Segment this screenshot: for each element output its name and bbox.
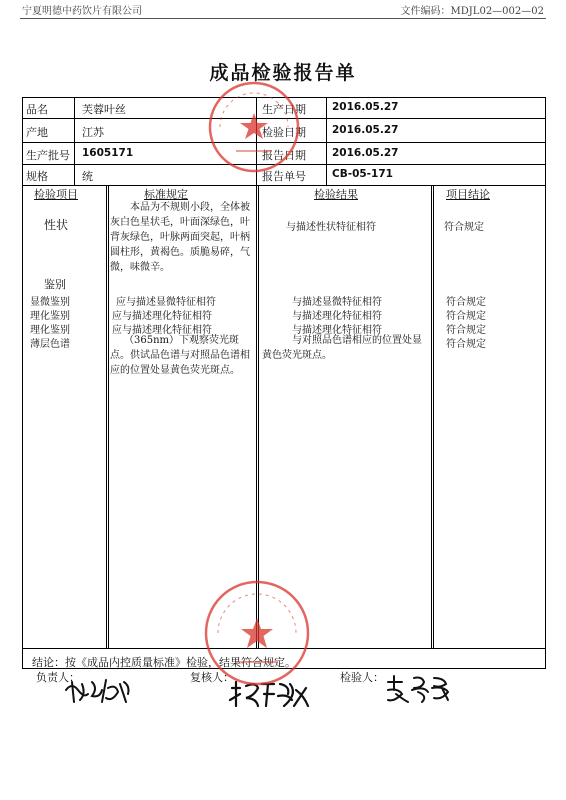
header-item: 检验项目 <box>34 188 78 201</box>
col-divider <box>74 97 75 185</box>
col-divider <box>106 185 109 648</box>
col-divider <box>431 185 434 648</box>
xingzhuang-item: 性状 <box>44 218 69 232</box>
header-conclusion: 项目结论 <box>446 188 490 201</box>
inspection-date-label: 检验日期 <box>262 126 306 139</box>
header-standard: 标准规定 <box>144 188 188 201</box>
xingzhuang-standard: 本品为不规则小段，全体被灰白色星状毛，叶面深绿色，叶背灰绿色，叶脉两面突起，叶柄圆柱形，黄褐色。质脆易碎，气微，味微辛。 <box>110 202 250 273</box>
jianbie-result: 与描述显微特征相符 <box>292 297 382 308</box>
production-date-value: 2016.05.27 <box>332 101 399 113</box>
jianbie-item: 薄层色谱 <box>30 339 70 350</box>
report-number-label: 报告单号 <box>262 170 306 183</box>
col-divider <box>326 97 327 185</box>
jianbie-standard: （365nm）下观察荧光斑点。供试品色谱与对照品色谱相应的位置处显黄色荧光斑点。 <box>110 335 250 376</box>
jianbie-item: 理化鉴别 <box>30 325 70 336</box>
label-text: 规格 <box>26 170 48 183</box>
jianbie-result: 与描述理化特征相符 <box>292 311 382 322</box>
jianbie-item: 显微鉴别 <box>30 297 70 308</box>
responsible-label: 负责人： <box>36 671 80 684</box>
company-header: 宁夏明德中药饮片有限公司 <box>22 6 142 17</box>
jianbie-conclusion: 符合规定 <box>446 339 486 350</box>
report-date-label: 报告日期 <box>262 149 306 162</box>
xingzhuang-conclusion: 符合规定 <box>444 222 484 233</box>
jianbie-conclusion: 符合规定 <box>446 325 486 336</box>
batch-value: 1605171 <box>82 147 134 159</box>
reviewer-label: 复核人： <box>190 671 234 684</box>
jianbie-item: 理化鉴别 <box>30 311 70 322</box>
inspector-label: 检验人： <box>340 671 384 684</box>
jianbie-standard: 应与描述显微特征相符 <box>116 297 216 308</box>
document-number: 文件编码：MDJL02—002—02 <box>400 6 544 17</box>
jianbie-result: 与对照品色谱相应的位置处显黄色荧光斑点。 <box>262 335 422 361</box>
jianbie-title: 鉴别 <box>44 278 66 291</box>
xingzhuang-result: 与描述性状特征相符 <box>286 222 376 233</box>
spec-value: 统 <box>82 170 93 183</box>
header-result: 检验结果 <box>314 188 358 201</box>
quality-department-stamp <box>206 79 302 175</box>
origin-label <box>26 124 70 140</box>
report-date-value: 2016.05.27 <box>332 147 399 159</box>
inspection-date-value: 2016.05.27 <box>332 124 399 136</box>
origin-value: 江苏 <box>82 126 104 139</box>
label-text: 品名 <box>26 103 48 116</box>
batch-label: 生产批号 <box>26 149 70 162</box>
product-name-label <box>26 101 70 117</box>
production-date-label: 生产日期 <box>262 103 306 116</box>
header-rule <box>20 18 546 19</box>
report-title: 成品检验报告单 <box>209 62 357 84</box>
conclusion-text: 结论：按《成品内控质量标准》检验，结果符合规定。 <box>32 656 296 669</box>
inspector-signature <box>384 672 458 706</box>
report-number-value: CB-05-171 <box>332 168 393 180</box>
product-name-value: 芙蓉叶丝 <box>82 103 126 116</box>
jianbie-standard: 应与描述理化特征相符 <box>112 311 212 322</box>
quality-inspection-stamp <box>202 578 312 688</box>
jianbie-conclusion: 符合规定 <box>446 297 486 308</box>
responsible-signature <box>62 676 136 706</box>
jianbie-standard: 应与描述理化特征相符 <box>112 325 212 336</box>
label-text: 产地 <box>26 126 48 139</box>
jianbie-conclusion: 符合规定 <box>446 311 486 322</box>
jianbie-result: 与描述理化特征相符 <box>292 325 382 336</box>
spec-label <box>26 168 70 184</box>
